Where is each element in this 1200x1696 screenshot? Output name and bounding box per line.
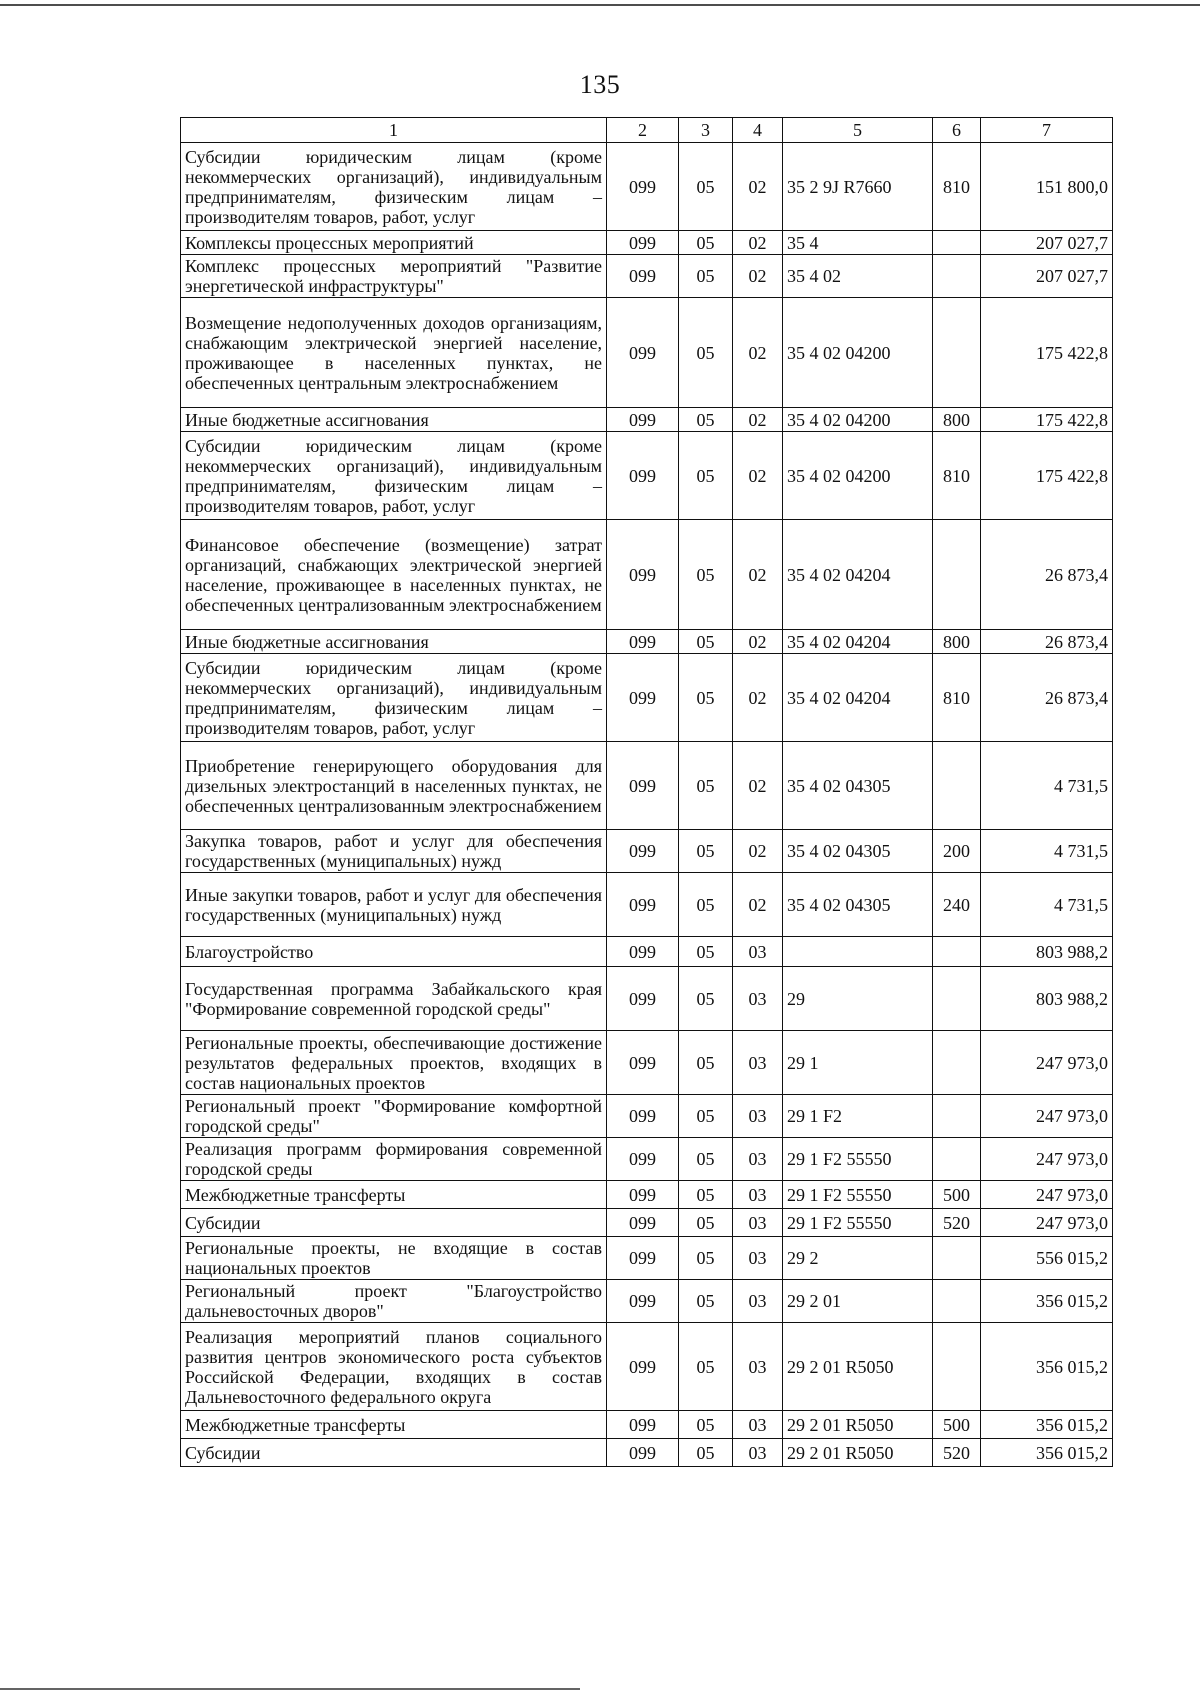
cell-ministry-code: 099 (607, 1095, 679, 1138)
cell-section: 05 (679, 742, 733, 830)
scan-border-bottom (0, 1688, 580, 1690)
cell-ministry-code: 099 (607, 1209, 679, 1237)
cell-description: Субсидии (181, 1209, 607, 1237)
cell-expense-type: 800 (933, 630, 981, 654)
cell-expense-type (933, 1138, 981, 1181)
cell-subsection: 02 (733, 255, 783, 298)
cell-expense-type: 810 (933, 654, 981, 742)
cell-expense-type (933, 298, 981, 408)
cell-target-article: 35 4 02 04305 (783, 873, 933, 937)
cell-description: Региональные проекты, не входящие в состав национальных проектов (181, 1237, 607, 1280)
cell-subsection: 02 (733, 408, 783, 432)
cell-expense-type: 500 (933, 1411, 981, 1439)
cell-description: Иные бюджетные ассигнования (181, 408, 607, 432)
cell-amount: 556 015,2 (981, 1237, 1113, 1280)
cell-target-article: 35 4 02 04200 (783, 408, 933, 432)
cell-description: Межбюджетные трансферты (181, 1181, 607, 1209)
table-row (181, 255, 1113, 298)
cell-ministry-code: 099 (607, 432, 679, 520)
cell-description: Комплексы процессных мероприятий (181, 231, 607, 255)
table-row (181, 967, 1113, 1031)
cell-section: 05 (679, 1031, 733, 1095)
cell-subsection: 03 (733, 1095, 783, 1138)
cell-expense-type (933, 1237, 981, 1280)
cell-amount: 175 422,8 (981, 432, 1113, 520)
cell-amount: 803 988,2 (981, 967, 1113, 1031)
cell-subsection: 02 (733, 432, 783, 520)
cell-subsection: 02 (733, 630, 783, 654)
cell-expense-type (933, 231, 981, 255)
cell-expense-type: 520 (933, 1209, 981, 1237)
table-row (181, 1138, 1113, 1181)
cell-expense-type (933, 967, 981, 1031)
cell-section: 05 (679, 432, 733, 520)
cell-expense-type (933, 520, 981, 630)
cell-subsection: 03 (733, 1138, 783, 1181)
cell-expense-type (933, 1280, 981, 1323)
cell-target-article: 35 4 02 04204 (783, 654, 933, 742)
cell-description: Реализация программ формирования современной городской среды (181, 1138, 607, 1181)
table-row (181, 432, 1113, 520)
scan-border-top (0, 4, 1200, 6)
table-row (181, 1280, 1113, 1323)
cell-description: Субсидии (181, 1439, 607, 1467)
cell-ministry-code: 099 (607, 231, 679, 255)
cell-subsection: 02 (733, 654, 783, 742)
cell-target-article: 29 2 (783, 1237, 933, 1280)
cell-subsection: 03 (733, 1439, 783, 1467)
cell-expense-type (933, 742, 981, 830)
table-row (181, 298, 1113, 408)
cell-description: Иные бюджетные ассигнования (181, 630, 607, 654)
cell-expense-type (933, 937, 981, 967)
cell-amount: 26 873,4 (981, 654, 1113, 742)
cell-section: 05 (679, 873, 733, 937)
budget-table (180, 117, 1113, 1467)
table-row (181, 520, 1113, 630)
header-col-1: 1 (181, 118, 607, 143)
cell-target-article: 35 4 02 04305 (783, 742, 933, 830)
cell-target-article: 29 1 F2 55550 (783, 1138, 933, 1181)
table-row (181, 742, 1113, 830)
cell-subsection: 03 (733, 1411, 783, 1439)
cell-amount: 207 027,7 (981, 231, 1113, 255)
cell-target-article: 29 2 01 R5050 (783, 1323, 933, 1411)
cell-amount: 247 973,0 (981, 1209, 1113, 1237)
cell-expense-type: 500 (933, 1181, 981, 1209)
cell-amount: 356 015,2 (981, 1439, 1113, 1467)
cell-ministry-code: 099 (607, 630, 679, 654)
cell-amount: 356 015,2 (981, 1280, 1113, 1323)
cell-amount: 4 731,5 (981, 830, 1113, 873)
cell-subsection: 03 (733, 1181, 783, 1209)
cell-ministry-code: 099 (607, 654, 679, 742)
table-row (181, 1181, 1113, 1209)
cell-description: Региональный проект "Благоустройство дальневосточных дворов" (181, 1280, 607, 1323)
cell-amount: 4 731,5 (981, 742, 1113, 830)
cell-subsection: 02 (733, 298, 783, 408)
cell-target-article: 35 4 02 04204 (783, 520, 933, 630)
cell-expense-type (933, 1095, 981, 1138)
table-row (181, 937, 1113, 967)
cell-description: Субсидии юридическим лицам (кроме некоммерческих организаций), индивидуальным предпринимателям, физическим лицам – производителям товаров, работ, услуг (181, 432, 607, 520)
cell-description: Финансовое обеспечение (возмещение) затрат организаций, снабжающих электрической энергией население, проживающее в населенных пунктах, не обеспеченных централизованным электроснабжением (181, 520, 607, 630)
cell-section: 05 (679, 1095, 733, 1138)
cell-section: 05 (679, 1439, 733, 1467)
cell-description: Региональные проекты, обеспечивающие достижение результатов федеральных проектов, входящих в состав национальных проектов (181, 1031, 607, 1095)
cell-section: 05 (679, 1138, 733, 1181)
cell-section: 05 (679, 630, 733, 654)
cell-ministry-code: 099 (607, 937, 679, 967)
cell-description: Приобретение генерирующего оборудования для дизельных электростанций в населенных пунктах, не обеспеченных централизованным электроснабжением (181, 742, 607, 830)
header-col-5: 5 (783, 118, 933, 143)
cell-amount: 175 422,8 (981, 298, 1113, 408)
cell-ministry-code: 099 (607, 967, 679, 1031)
cell-subsection: 02 (733, 143, 783, 231)
cell-amount: 207 027,7 (981, 255, 1113, 298)
cell-amount: 247 973,0 (981, 1095, 1113, 1138)
header-col-7: 7 (981, 118, 1113, 143)
cell-section: 05 (679, 1209, 733, 1237)
cell-expense-type (933, 1323, 981, 1411)
cell-ministry-code: 099 (607, 742, 679, 830)
table-row (181, 1411, 1113, 1439)
cell-amount: 247 973,0 (981, 1031, 1113, 1095)
table-row (181, 231, 1113, 255)
cell-section: 05 (679, 967, 733, 1031)
cell-target-article: 29 2 01 R5050 (783, 1411, 933, 1439)
cell-description: Комплекс процессных мероприятий "Развитие энергетической инфраструктуры" (181, 255, 607, 298)
table-row (181, 654, 1113, 742)
cell-amount: 247 973,0 (981, 1138, 1113, 1181)
header-col-3: 3 (679, 118, 733, 143)
cell-ministry-code: 099 (607, 1181, 679, 1209)
cell-ministry-code: 099 (607, 830, 679, 873)
cell-subsection: 02 (733, 830, 783, 873)
table-row (181, 1237, 1113, 1280)
cell-ministry-code: 099 (607, 520, 679, 630)
cell-section: 05 (679, 654, 733, 742)
cell-description: Государственная программа Забайкальского края "Формирование современной городской среды" (181, 967, 607, 1031)
cell-ministry-code: 099 (607, 1439, 679, 1467)
cell-subsection: 02 (733, 742, 783, 830)
cell-subsection: 03 (733, 1031, 783, 1095)
cell-target-article: 35 4 02 04200 (783, 298, 933, 408)
table-header-row (181, 118, 1113, 143)
cell-description: Благоустройство (181, 937, 607, 967)
cell-section: 05 (679, 830, 733, 873)
cell-expense-type: 810 (933, 432, 981, 520)
cell-subsection: 03 (733, 1209, 783, 1237)
cell-target-article: 29 1 F2 (783, 1095, 933, 1138)
cell-ministry-code: 099 (607, 1138, 679, 1181)
cell-ministry-code: 099 (607, 298, 679, 408)
cell-description: Субсидии юридическим лицам (кроме некоммерческих организаций), индивидуальным предпринимателям, физическим лицам – производителям товаров, работ, услуг (181, 654, 607, 742)
header-col-6: 6 (933, 118, 981, 143)
cell-expense-type: 520 (933, 1439, 981, 1467)
cell-ministry-code: 099 (607, 143, 679, 231)
cell-expense-type (933, 255, 981, 298)
cell-section: 05 (679, 1323, 733, 1411)
table-row (181, 143, 1113, 231)
cell-target-article: 35 4 02 (783, 255, 933, 298)
cell-ministry-code: 099 (607, 873, 679, 937)
cell-subsection: 02 (733, 231, 783, 255)
cell-ministry-code: 099 (607, 1411, 679, 1439)
cell-amount: 247 973,0 (981, 1181, 1113, 1209)
cell-expense-type: 810 (933, 143, 981, 231)
cell-expense-type: 800 (933, 408, 981, 432)
header-col-4: 4 (733, 118, 783, 143)
table-row (181, 1031, 1113, 1095)
cell-target-article: 35 4 02 04200 (783, 432, 933, 520)
cell-ministry-code: 099 (607, 408, 679, 432)
cell-target-article: 35 2 9J R7660 (783, 143, 933, 231)
cell-expense-type: 200 (933, 830, 981, 873)
cell-ministry-code: 099 (607, 1323, 679, 1411)
header-col-2: 2 (607, 118, 679, 143)
cell-amount: 26 873,4 (981, 520, 1113, 630)
cell-section: 05 (679, 1411, 733, 1439)
cell-description: Субсидии юридическим лицам (кроме некоммерческих организаций), индивидуальным предпринимателям, физическим лицам – производителям товаров, работ, услуг (181, 143, 607, 231)
cell-amount: 803 988,2 (981, 937, 1113, 967)
cell-ministry-code: 099 (607, 1280, 679, 1323)
table-row (181, 1095, 1113, 1138)
cell-amount: 175 422,8 (981, 408, 1113, 432)
cell-subsection: 02 (733, 873, 783, 937)
page-number: 135 (579, 70, 621, 99)
cell-ministry-code: 099 (607, 1031, 679, 1095)
cell-target-article: 29 1 F2 55550 (783, 1209, 933, 1237)
cell-section: 05 (679, 143, 733, 231)
table-row (181, 830, 1113, 873)
cell-description: Иные закупки товаров, работ и услуг для обеспечения государственных (муниципальных) нужд (181, 873, 607, 937)
cell-expense-type (933, 1031, 981, 1095)
cell-amount: 151 800,0 (981, 143, 1113, 231)
cell-amount: 356 015,2 (981, 1323, 1113, 1411)
cell-amount: 356 015,2 (981, 1411, 1113, 1439)
cell-subsection: 03 (733, 1237, 783, 1280)
table-row (181, 1323, 1113, 1411)
cell-expense-type: 240 (933, 873, 981, 937)
cell-subsection: 03 (733, 1280, 783, 1323)
cell-ministry-code: 099 (607, 255, 679, 298)
cell-subsection: 03 (733, 937, 783, 967)
cell-target-article: 35 4 02 04305 (783, 830, 933, 873)
cell-section: 05 (679, 520, 733, 630)
cell-amount: 26 873,4 (981, 630, 1113, 654)
cell-section: 05 (679, 298, 733, 408)
cell-section: 05 (679, 408, 733, 432)
cell-amount: 4 731,5 (981, 873, 1113, 937)
cell-section: 05 (679, 1181, 733, 1209)
table-row (181, 630, 1113, 654)
cell-target-article: 29 2 01 (783, 1280, 933, 1323)
cell-description: Реализация мероприятий планов социального развития центров экономического роста субъектов Российской Федерации, входящих в состав Дальневосточного федерального округа (181, 1323, 607, 1411)
cell-section: 05 (679, 1280, 733, 1323)
cell-target-article: 29 (783, 967, 933, 1031)
cell-section: 05 (679, 1237, 733, 1280)
table-row (181, 1209, 1113, 1237)
cell-target-article: 29 1 (783, 1031, 933, 1095)
cell-target-article (783, 937, 933, 967)
cell-description: Закупка товаров, работ и услуг для обеспечения государственных (муниципальных) нужд (181, 830, 607, 873)
cell-target-article: 29 1 F2 55550 (783, 1181, 933, 1209)
cell-section: 05 (679, 937, 733, 967)
cell-target-article: 35 4 (783, 231, 933, 255)
cell-ministry-code: 099 (607, 1237, 679, 1280)
table-row (181, 1439, 1113, 1467)
cell-target-article: 29 2 01 R5050 (783, 1439, 933, 1467)
cell-description: Региональный проект "Формирование комфортной городской среды" (181, 1095, 607, 1138)
cell-description: Межбюджетные трансферты (181, 1411, 607, 1439)
cell-subsection: 03 (733, 1323, 783, 1411)
cell-target-article: 35 4 02 04204 (783, 630, 933, 654)
cell-subsection: 03 (733, 967, 783, 1031)
cell-description: Возмещение недополученных доходов организациям, снабжающим электрической энергией население, проживающее в населенных пунктах, не обеспеченных центральным электроснабжением (181, 298, 607, 408)
table-body (181, 143, 1113, 1467)
table-row (181, 873, 1113, 937)
cell-section: 05 (679, 255, 733, 298)
table-row (181, 408, 1113, 432)
cell-subsection: 02 (733, 520, 783, 630)
cell-section: 05 (679, 231, 733, 255)
